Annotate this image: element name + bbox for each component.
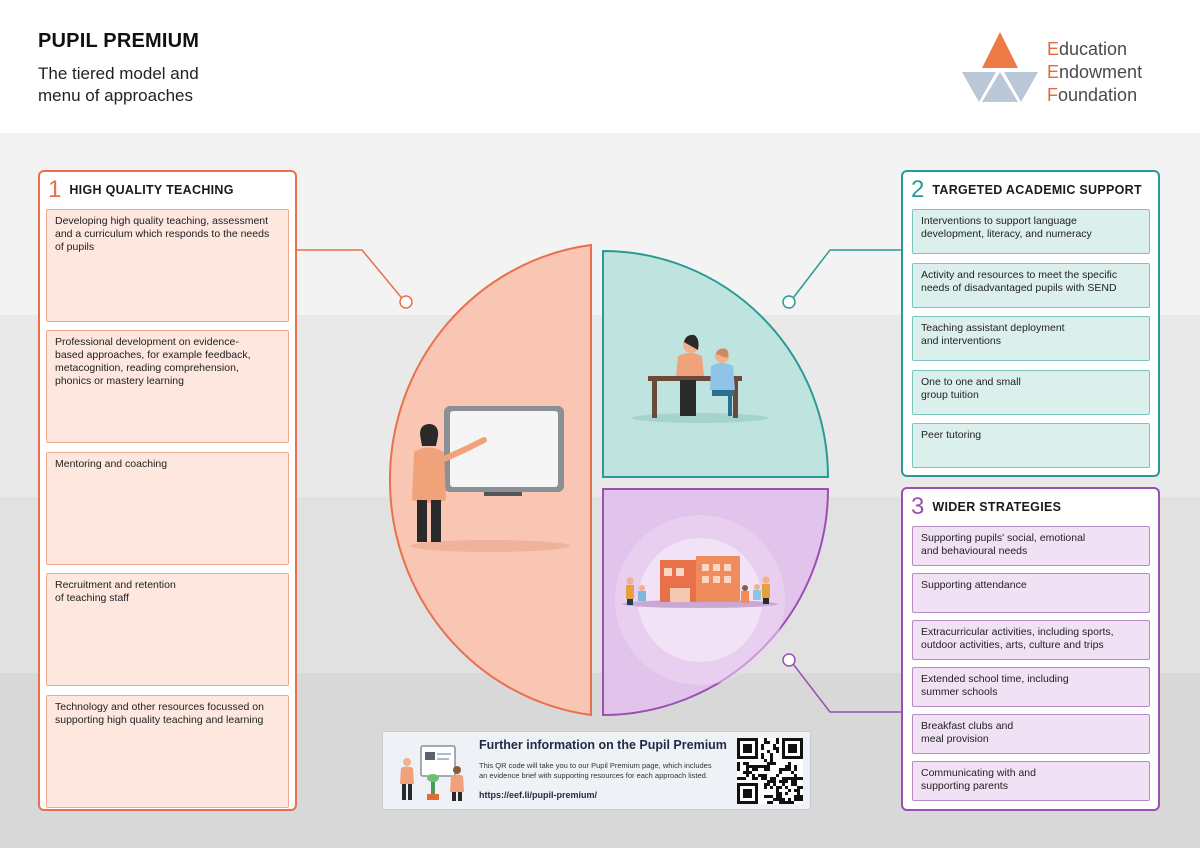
tier1-item — [46, 452, 289, 565]
item-line: Supporting pupils' social, emotional — [921, 532, 1086, 544]
item-line: Mentoring and coaching — [55, 458, 168, 470]
tier1-header — [48, 176, 234, 204]
tier1-title: HIGH QUALITY TEACHING — [69, 183, 234, 197]
item-line: Professional development on evidence- — [55, 336, 239, 348]
subtitle-line: menu of approaches — [38, 86, 193, 105]
item-line: Peer tutoring — [921, 429, 982, 441]
tier3-item — [912, 573, 1150, 613]
item-line: and a curriculum which responds to the needs — [55, 228, 270, 240]
item-line: phonics or mastery learning — [55, 375, 184, 387]
tier3-title: WIDER STRATEGIES — [932, 500, 1062, 514]
connector-node-tier1 — [400, 296, 412, 308]
item-line: outdoor activities, arts, culture and trips — [921, 639, 1104, 651]
item-line: One to one and small — [921, 376, 1021, 388]
logo-initial: F — [1047, 85, 1058, 105]
item-line: based approaches, for example feedback, — [55, 349, 251, 361]
tier2-number: 2 — [911, 176, 925, 203]
info-body — [479, 761, 724, 780]
item-line: of teaching staff — [55, 592, 129, 604]
tier3-header — [911, 493, 1061, 521]
logo-initial: E — [1047, 62, 1060, 82]
connector-tier3 — [790, 660, 901, 712]
item-line: metacognition, reading comprehension, — [55, 362, 239, 374]
tier1-panel — [38, 170, 297, 811]
tier2-panel — [901, 170, 1160, 477]
item-line: group tuition — [921, 389, 979, 401]
logo-word: ndowment — [1059, 62, 1143, 82]
item-line: supporting parents — [921, 780, 1008, 792]
tier3-number: 3 — [911, 493, 925, 520]
item-line: needs of disadvantaged pupils with SEND — [921, 282, 1117, 294]
item-line: development, literacy, and numeracy — [921, 228, 1092, 240]
item-line: of pupils — [55, 241, 95, 253]
tier2-item — [912, 316, 1150, 361]
tier2-item — [912, 370, 1150, 415]
item-line: Teaching assistant deployment — [921, 322, 1065, 334]
presenter-illustration-icon — [391, 740, 471, 804]
info-body-line: This QR code will take you to our Pupil Premium page, which includes — [479, 761, 712, 770]
tier1-item — [46, 209, 289, 322]
tier2-header — [911, 176, 1142, 204]
tier1-item — [46, 330, 289, 443]
connector-tier2 — [790, 250, 901, 302]
logo-initial: E — [1047, 39, 1060, 59]
connector-tier1 — [297, 250, 405, 302]
tier3-item — [912, 761, 1150, 801]
item-line: Recruitment and retention — [55, 579, 176, 591]
tier1-number: 1 — [48, 176, 62, 203]
item-line: Communicating with and — [921, 767, 1036, 779]
item-line: and behavioural needs — [921, 545, 1028, 557]
item-line: and interventions — [921, 335, 1001, 347]
item-line: Breakfast clubs and — [921, 720, 1014, 732]
tier3-panel — [901, 487, 1160, 811]
info-body-line: an evidence brief with supporting resources for each approach listed. — [479, 770, 708, 780]
tier3-item — [912, 526, 1150, 566]
tier1-item — [46, 695, 289, 808]
tier3-item — [912, 714, 1150, 754]
tier3-item — [912, 667, 1150, 707]
tier2-item — [912, 423, 1150, 468]
school-community-icon — [615, 515, 785, 685]
subtitle-line: The tiered model and — [38, 64, 199, 83]
item-line: Interventions to support language — [921, 215, 1077, 227]
item-line: Extended school time, including — [921, 673, 1069, 685]
tier3-item — [912, 620, 1150, 660]
item-line: summer schools — [921, 686, 998, 698]
info-title: Further information on the Pupil Premium — [479, 738, 727, 752]
tier2-quarter — [603, 251, 828, 477]
item-line: supporting high quality teaching and learning — [55, 714, 264, 726]
item-line: Extracurricular activities, including sports, — [921, 626, 1114, 638]
tier2-item — [912, 263, 1150, 308]
item-line: meal provision — [921, 733, 989, 745]
info-url-link[interactable]: https://eef.li/pupil-premium/ — [479, 790, 598, 800]
tier1-item — [46, 573, 289, 686]
qr-code-icon[interactable] — [737, 738, 803, 804]
item-line: Supporting attendance — [921, 579, 1027, 591]
logo-word: oundation — [1058, 85, 1138, 105]
item-line: Technology and other resources focussed on — [55, 701, 264, 713]
logo-word: ducation — [1059, 39, 1128, 59]
page-title: PUPIL PREMIUM — [38, 30, 200, 52]
tier2-title: TARGETED ACADEMIC SUPPORT — [932, 183, 1142, 197]
tier2-item — [912, 209, 1150, 254]
connector-node-tier2 — [783, 296, 795, 308]
item-line: Activity and resources to meet the specific — [921, 269, 1118, 281]
further-info-box — [382, 731, 811, 810]
connector-node-tier3 — [783, 654, 795, 666]
item-line: Developing high quality teaching, assessment — [55, 215, 269, 227]
